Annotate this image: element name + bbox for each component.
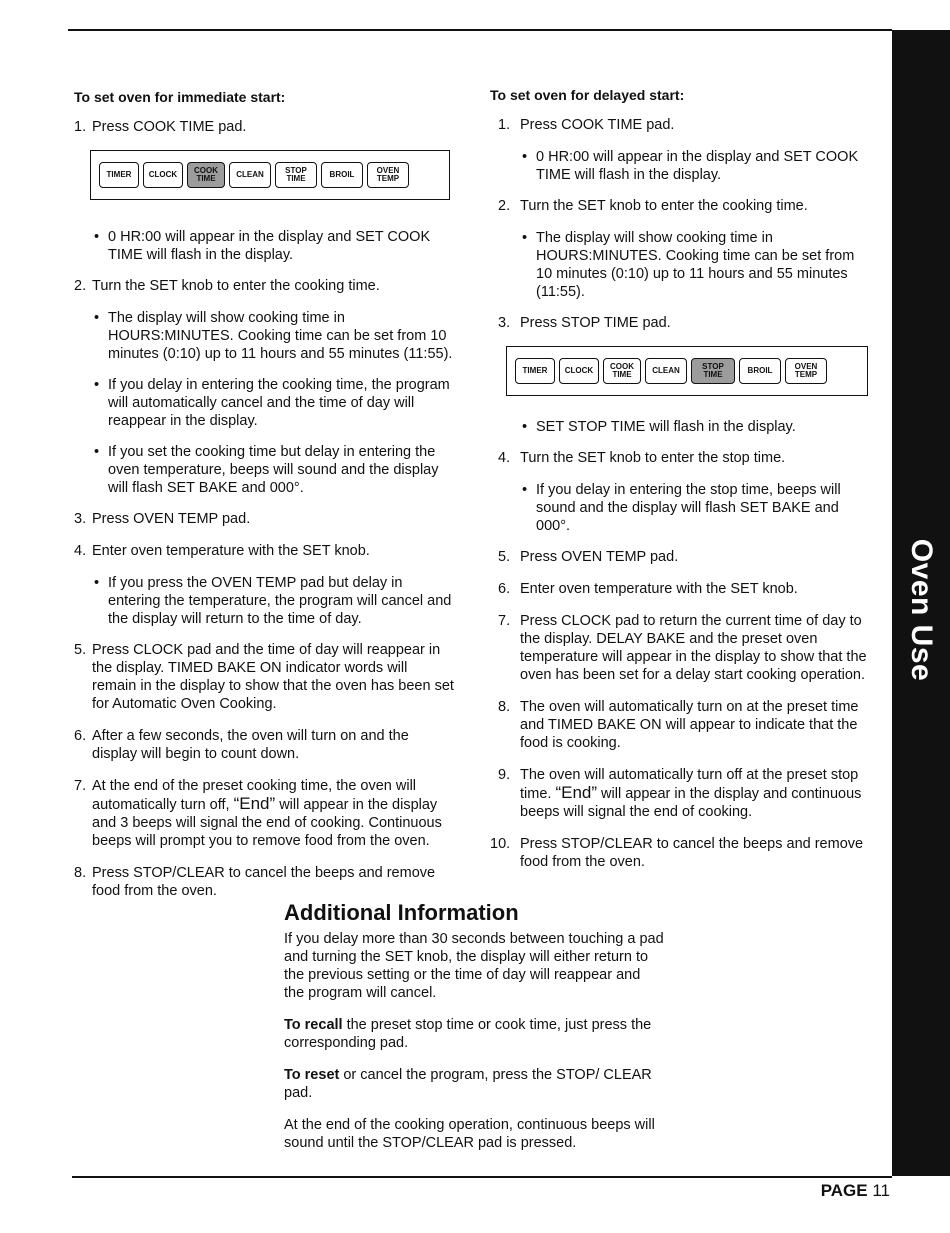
page-number: PAGE 11 bbox=[820, 1181, 890, 1200]
list-item: • SET STOP TIME will flash in the display. bbox=[520, 418, 872, 436]
cook-time-pad[interactable]: COOK TIME bbox=[187, 162, 225, 188]
right-step-9: 9. The oven will automatically turn off at the preset stop time. “End” will appear in the display and continuous beeps will signal the end of cooking. bbox=[498, 767, 862, 820]
left-bullets-2 bbox=[92, 309, 454, 497]
list-item: • If you delay in entering the cooking time, the program will automatically cancel and the time of day will reappear in the display. bbox=[92, 376, 454, 430]
timer-pad[interactable]: TIMER bbox=[515, 358, 555, 384]
list-item: • The display will show cooking time in HOURS:MINUTES. Cooking time can be set from 10 minutes (0:10) up to 11 hours and 55 minutes (11:55). bbox=[520, 229, 872, 301]
right-column bbox=[490, 86, 872, 885]
right-step-8: 8. The oven will automatically turn on at the preset time and TIMED BAKE ON will appear to indicate that the food is cooking. bbox=[498, 699, 859, 751]
clean-pad[interactable]: CLEAN bbox=[645, 358, 687, 384]
right-step-6: 6. Enter oven temperature with the SET knob. bbox=[498, 581, 798, 597]
stop-time-pad[interactable]: STOP TIME bbox=[691, 358, 735, 384]
left-step-8: 8. Press STOP/CLEAR to cancel the beeps and remove food from the oven. bbox=[74, 865, 436, 899]
right-bullets-2 bbox=[520, 229, 872, 301]
timer-pad[interactable]: TIMER bbox=[99, 162, 139, 188]
left-step-1: 1. Press COOK TIME pad. bbox=[74, 119, 247, 135]
list-item: • 0 HR:00 will appear in the display and SET COOK TIME will flash in the display. bbox=[520, 148, 872, 184]
oven-temp-pad[interactable]: OVEN TEMP bbox=[367, 162, 409, 188]
right-step-3: 3. Press STOP TIME pad. bbox=[498, 315, 671, 331]
left-bullets-1 bbox=[92, 228, 454, 264]
side-tab-label: Oven Use bbox=[905, 538, 938, 682]
cook-time-pad[interactable]: COOK TIME bbox=[603, 358, 641, 384]
additional-paragraph-4: At the end of the cooking operation, continuous beeps will sound until the STOP/CLEAR pad is pressed. bbox=[284, 1117, 655, 1151]
right-bullets-4 bbox=[520, 481, 872, 535]
left-step-6: 6. After a few seconds, the oven will turn on and the display will begin to count down. bbox=[74, 728, 409, 762]
list-item: • If you delay in entering the stop time, beeps will sound and the display will flash SET BAKE and 000°. bbox=[520, 481, 872, 535]
additional-information-title: Additional Information bbox=[284, 900, 519, 925]
list-item: • If you press the OVEN TEMP pad but delay in entering the temperature, the program will cancel and the display will return to the time of day. bbox=[92, 574, 454, 628]
left-step-5: 5. Press CLOCK pad and the time of day will reappear in the display. TIMED BAKE ON indicator words will remain in the display to show that the oven has been set for Automatic Oven Cooking. bbox=[74, 642, 454, 712]
additional-paragraph-1: If you delay more than 30 seconds between touching a pad and turning the SET knob, the display will either return to the previous setting or the time of day will reappear and the program will cancel. bbox=[284, 931, 664, 1001]
control-panel-delayed bbox=[506, 346, 868, 396]
immediate-start-heading: To set oven for immediate start: bbox=[74, 89, 286, 105]
clock-pad[interactable]: CLOCK bbox=[143, 162, 183, 188]
right-bullets-3 bbox=[520, 418, 872, 436]
stop-time-pad[interactable]: STOP TIME bbox=[275, 162, 317, 188]
additional-information bbox=[284, 900, 664, 1166]
broil-pad[interactable]: BROIL bbox=[321, 162, 363, 188]
list-item: • 0 HR:00 will appear in the display and SET COOK TIME will flash in the display. bbox=[92, 228, 454, 264]
right-step-7: 7. Press CLOCK pad to return the current time of day to the display. DELAY BAKE and the preset oven temperature will appear in the display to show that the oven has been set for a delay start cooking operation. bbox=[498, 613, 867, 683]
left-step-2: 2. Turn the SET knob to enter the cooking time. bbox=[74, 278, 380, 294]
right-step-1: 1. Press COOK TIME pad. bbox=[498, 117, 675, 133]
left-step-7: 7. At the end of the preset cooking time, the oven will automatically turn off, “End” will appear in the display and 3 beeps will signal the end of cooking. Continuous beeps will prompt you to remove food from the oven. bbox=[74, 778, 442, 849]
clock-pad[interactable]: CLOCK bbox=[559, 358, 599, 384]
right-bullets-1 bbox=[520, 148, 872, 184]
left-bullets-4 bbox=[92, 574, 454, 628]
list-item: • If you set the cooking time but delay in entering the oven temperature, beeps will sound and the display will flash SET BAKE and 000°. bbox=[92, 443, 454, 497]
right-step-4: 4. Turn the SET knob to enter the stop time. bbox=[498, 450, 786, 466]
control-panel-immediate bbox=[90, 150, 450, 200]
list-item: • The display will show cooking time in HOURS:MINUTES. Cooking time can be set from 10 minutes (0:10) up to 11 hours and 55 minutes (11:55). bbox=[92, 309, 454, 363]
delayed-start-heading: To set oven for delayed start: bbox=[490, 87, 685, 103]
additional-paragraph-3: To reset or cancel the program, press the STOP/ CLEAR pad. bbox=[284, 1067, 652, 1101]
oven-temp-pad[interactable]: OVEN TEMP bbox=[785, 358, 827, 384]
left-column bbox=[74, 88, 454, 914]
additional-paragraph-2: To recall the preset stop time or cook time, just press the corresponding pad. bbox=[284, 1017, 652, 1051]
broil-pad[interactable]: BROIL bbox=[739, 358, 781, 384]
top-rule bbox=[68, 29, 892, 31]
right-step-2: 2. Turn the SET knob to enter the cooking time. bbox=[498, 198, 808, 214]
right-step-10: 10. Press STOP/CLEAR to cancel the beeps and remove food from the oven. bbox=[490, 836, 864, 870]
clean-pad[interactable]: CLEAN bbox=[229, 162, 271, 188]
left-step-4: 4. Enter oven temperature with the SET knob. bbox=[74, 543, 370, 559]
left-step-3: 3. Press OVEN TEMP pad. bbox=[74, 511, 251, 527]
right-step-5: 5. Press OVEN TEMP pad. bbox=[498, 549, 679, 565]
bottom-rule bbox=[72, 1176, 892, 1178]
